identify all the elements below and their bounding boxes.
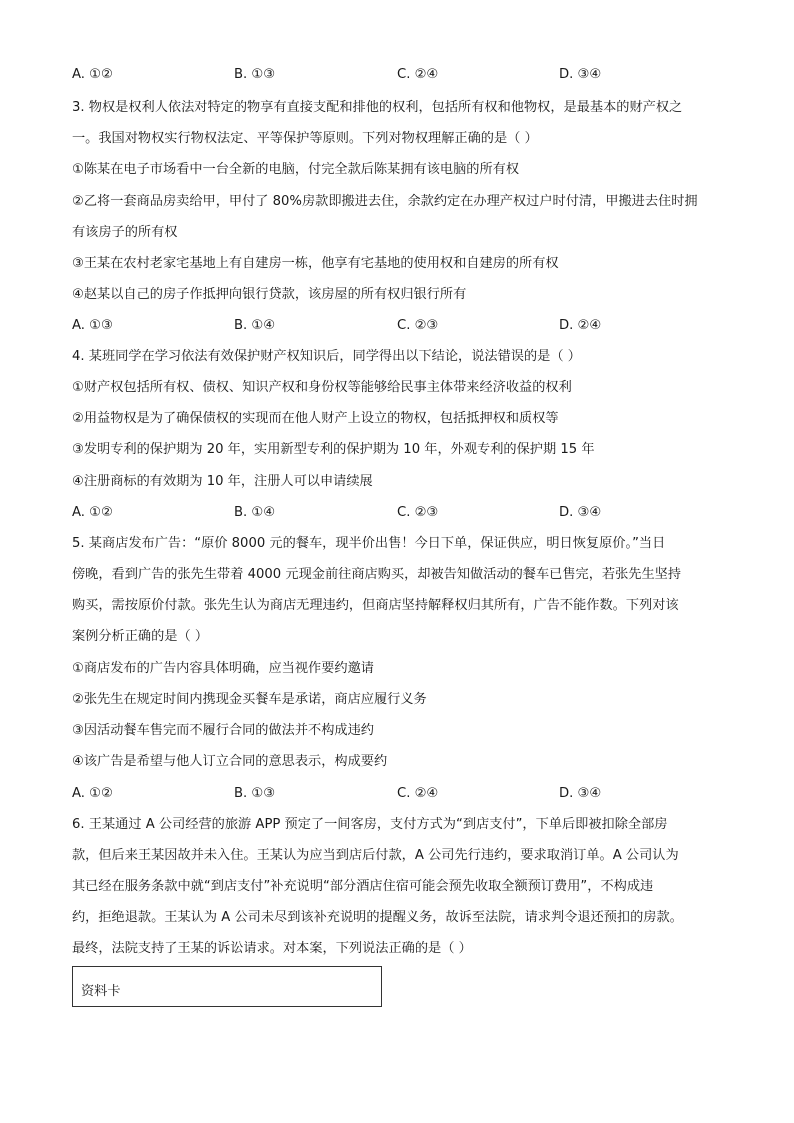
q2-option-d: D. ③④ bbox=[559, 67, 602, 82]
q5-stem-line-2: 傍晚，看到广告的张先生带着 4000 元现金前往商店购买，却被告知做活动的餐车已售完，若张先生坚持 bbox=[72, 567, 682, 582]
q5-statement-3: ③因活动餐车售完而不履行合同的做法并不构成违约 bbox=[72, 723, 374, 738]
q4-statement-1: ①财产权包括所有权、债权、知识产权和身份权等能够给民事主体带来经济收益的权利 bbox=[72, 380, 572, 395]
q6-stem-line-5: 最终，法院支持了王某的诉讼请求。对本案，下列说法正确的是（ ） bbox=[72, 941, 472, 956]
q4-statement-3: ③发明专利的保护期为 20 年，实用新型专利的保护期为 10 年，外观专利的保护期 15 年 bbox=[72, 442, 595, 457]
q5-stem-line-4: 案例分析正确的是（ ） bbox=[72, 629, 209, 644]
info-card-label: 资料卡 bbox=[81, 984, 121, 999]
q6-stem-line-2: 款，但后来王某因故并未入住。王某认为应当到店后付款，A 公司先行违约，要求取消订单。A 公司认为 bbox=[72, 848, 679, 863]
q4-option-a: A. ①② bbox=[72, 505, 113, 520]
q3-statement-3: ③王某在农村老家宅基地上有自建房一栋，他享有宅基地的使用权和自建房的所有权 bbox=[72, 256, 559, 271]
q3-option-a: A. ①③ bbox=[72, 318, 113, 333]
q4-statement-4: ④注册商标的有效期为 10 年，注册人可以申请续展 bbox=[72, 474, 373, 489]
q4-option-c: C. ②③ bbox=[397, 505, 439, 520]
q3-option-b: B. ①④ bbox=[234, 318, 276, 333]
q6-stem-line-1: 6. 王某通过 A 公司经营的旅游 APP 预定了一间客房，支付方式为“到店支付”，下单后即被扣除全部房 bbox=[72, 817, 668, 832]
info-card bbox=[72, 966, 382, 1007]
q6-stem-line-3: 其已经在服务条款中就“到店支付”补充说明“部分酒店住宿可能会预先收取全额预订费用”，不构成违 bbox=[72, 879, 654, 894]
q2-option-a: A. ①② bbox=[72, 67, 113, 82]
q5-option-d: D. ③④ bbox=[559, 786, 602, 801]
q4-option-d: D. ③④ bbox=[559, 505, 602, 520]
q5-stem-line-3: 购买，需按原价付款。张先生认为商店无理违约，但商店坚持解释权归其所有，广告不能作数。下列对该 bbox=[72, 598, 679, 613]
q4-option-b: B. ①④ bbox=[234, 505, 276, 520]
q5-stem-line-1: 5. 某商店发布广告：“原价 8000 元的餐车，现半价出售！今日下单，保证供应，明日恢复原价。”当日 bbox=[72, 536, 666, 551]
q5-statement-1: ①商店发布的广告内容具体明确，应当视作要约邀请 bbox=[72, 661, 374, 676]
q5-option-a: A. ①② bbox=[72, 786, 113, 801]
q3-statement-2: ②乙将一套商品房卖给甲，甲付了 80%房款即搬进去住，余款约定在办理产权过户时付清，甲搬进去住时拥 bbox=[72, 194, 698, 209]
q3-statement-4: ④赵某以自己的房子作抵押向银行贷款，该房屋的所有权归银行所有 bbox=[72, 287, 467, 302]
q3-option-d: D. ②④ bbox=[559, 318, 602, 333]
q5-statement-2: ②张先生在规定时间内携现金买餐车是承诺，商店应履行义务 bbox=[72, 692, 427, 707]
q3-option-c: C. ②③ bbox=[397, 318, 439, 333]
q3-statement-1: ①陈某在电子市场看中一台全新的电脑，付完全款后陈某拥有该电脑的所有权 bbox=[72, 162, 520, 177]
q2-option-b: B. ①③ bbox=[234, 67, 276, 82]
q6-stem-line-4: 约，拒绝退款。王某认为 A 公司未尽到该补充说明的提醒义务，故诉至法院，请求判令退还预扣的房款。 bbox=[72, 910, 683, 925]
q3-stem-line-1: 3. 物权是权利人依法对特定的物享有直接支配和排他的权利，包括所有权和他物权，是最基本的财产权之 bbox=[72, 100, 683, 115]
q5-option-b: B. ①③ bbox=[234, 786, 276, 801]
q4-statement-2: ②用益物权是为了确保债权的实现而在他人财产上设立的物权，包括抵押权和质权等 bbox=[72, 411, 559, 426]
q3-statement-2-cont: 有该房子的所有权 bbox=[72, 225, 178, 240]
q5-statement-4: ④该广告是希望与他人订立合同的意思表示，构成要约 bbox=[72, 754, 388, 769]
q2-option-c: C. ②④ bbox=[397, 67, 439, 82]
q3-stem-line-2: 一。我国对物权实行物权法定、平等保护等原则。下列对物权理解正确的是（ ） bbox=[72, 131, 538, 146]
q4-stem-line-1: 4. 某班同学在学习依法有效保护财产权知识后，同学得出以下结论，说法错误的是（ ） bbox=[72, 349, 581, 364]
q5-option-c: C. ②④ bbox=[397, 786, 439, 801]
